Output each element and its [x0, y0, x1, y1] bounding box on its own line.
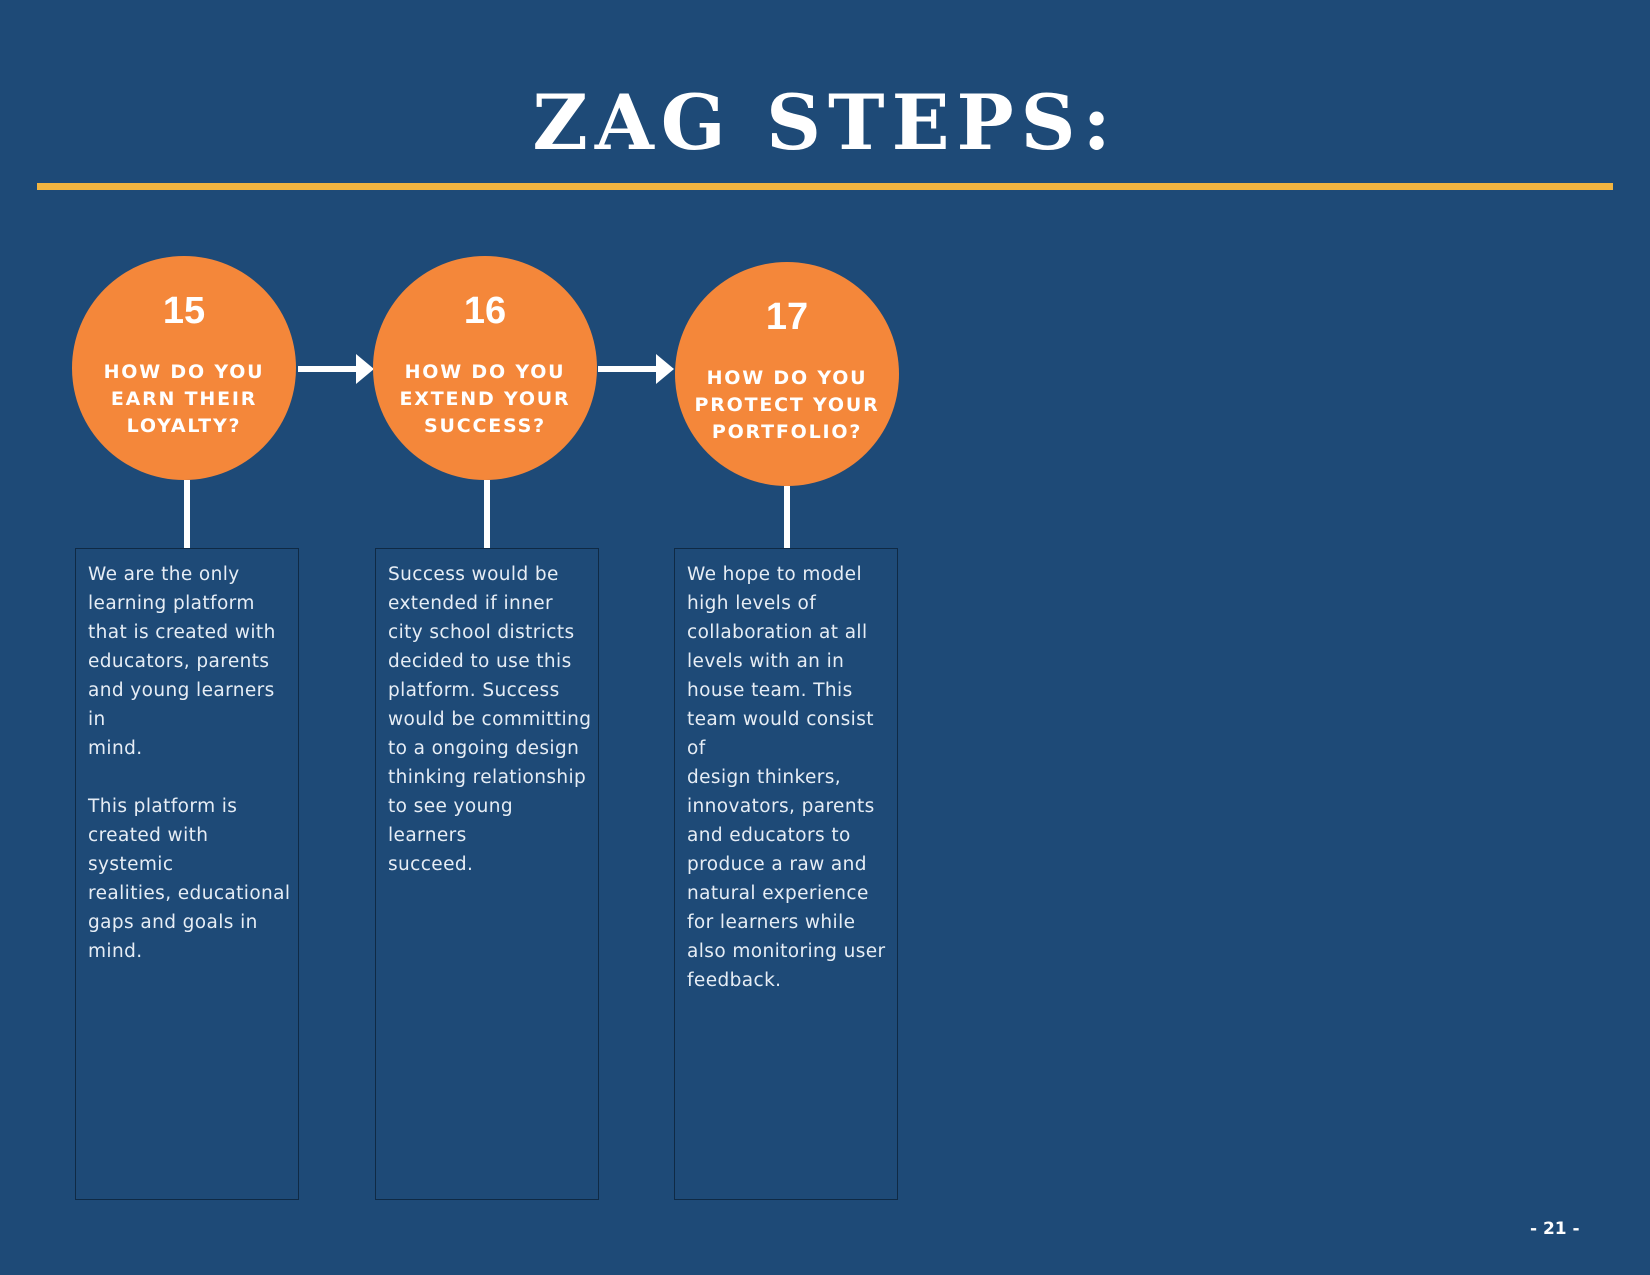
- page-title: ZAG STEPS:: [532, 78, 1118, 167]
- arrow-right-icon: [298, 352, 374, 386]
- step-question-line: HOW DO YOU: [706, 367, 868, 389]
- step-question-line: PROTECT YOUR: [694, 394, 880, 416]
- description-line: gaps and goals in: [88, 912, 258, 933]
- description-line: house team. This: [687, 680, 853, 701]
- description-line: innovators, parents: [687, 796, 875, 817]
- step-connector-17: [784, 486, 790, 548]
- step-question: [72, 359, 296, 440]
- step-question: [373, 359, 597, 440]
- description-line: created with systemic: [88, 825, 209, 875]
- description-paragraph: [88, 792, 296, 966]
- step-connector-15: [184, 480, 190, 548]
- description-line: high levels of: [687, 593, 817, 614]
- description-line: that is created with: [88, 622, 276, 643]
- description-line: We hope to model: [687, 564, 862, 585]
- step-number: 17: [765, 296, 809, 338]
- description-line: produce a raw and: [687, 854, 867, 875]
- description-line: also monitoring user: [687, 941, 886, 962]
- step-circle-17: [675, 262, 899, 486]
- step-circle-15: [72, 256, 296, 480]
- description-line: realities, educational: [88, 883, 291, 904]
- description-line: design thinkers,: [687, 767, 842, 788]
- description-line: We are the only: [88, 564, 240, 585]
- page-number: - 21 -: [1530, 1219, 1580, 1239]
- description-text: [88, 560, 296, 995]
- description-line: succeed.: [388, 854, 474, 875]
- description-line: learning platform: [88, 593, 255, 614]
- step-question-line: LOYALTY?: [126, 415, 242, 437]
- description-paragraph: [687, 560, 895, 995]
- description-line: Success would be: [388, 564, 559, 585]
- step-question-line: HOW DO YOU: [103, 361, 265, 383]
- step-connector-16: [484, 480, 490, 548]
- description-line: city school districts: [388, 622, 575, 643]
- step-question-line: SUCCESS?: [424, 415, 546, 437]
- description-paragraph: [388, 560, 596, 879]
- step-question: [675, 365, 899, 446]
- description-box-17: [674, 548, 898, 1200]
- description-text: [687, 560, 895, 1024]
- description-line: levels with an in: [687, 651, 845, 672]
- description-line: decided to use this: [388, 651, 572, 672]
- description-line: and young learners in: [88, 680, 275, 730]
- step-question-line: EARN THEIR: [110, 388, 258, 410]
- step-question-line: PORTFOLIO?: [711, 421, 863, 443]
- description-line: for learners while: [687, 912, 856, 933]
- step-circle-16: [373, 256, 597, 480]
- title-rule: [37, 183, 1613, 190]
- step-number: 15: [162, 290, 206, 332]
- description-text: [388, 560, 596, 908]
- description-paragraph: [88, 560, 296, 763]
- description-line: natural experience: [687, 883, 869, 904]
- step-question-line: HOW DO YOU: [404, 361, 566, 383]
- arrow-right-icon: [598, 352, 674, 386]
- description-line: collaboration at all: [687, 622, 868, 643]
- description-line: platform. Success: [388, 680, 560, 701]
- description-box-15: [75, 548, 299, 1200]
- description-line: mind.: [88, 738, 143, 759]
- step-number: 16: [463, 290, 507, 332]
- description-line: feedback.: [687, 970, 782, 991]
- description-line: to see young learners: [388, 796, 513, 846]
- description-line: This platform is: [88, 796, 238, 817]
- description-line: would be committing: [388, 709, 592, 730]
- description-line: educators, parents: [88, 651, 270, 672]
- step-question-line: EXTEND YOUR: [399, 388, 571, 410]
- description-line: thinking relationship: [388, 767, 587, 788]
- description-line: mind.: [88, 941, 143, 962]
- description-line: to a ongoing design: [388, 738, 580, 759]
- description-line: extended if inner: [388, 593, 554, 614]
- description-line: team would consist of: [687, 709, 874, 759]
- description-box-16: [375, 548, 599, 1200]
- description-line: and educators to: [687, 825, 851, 846]
